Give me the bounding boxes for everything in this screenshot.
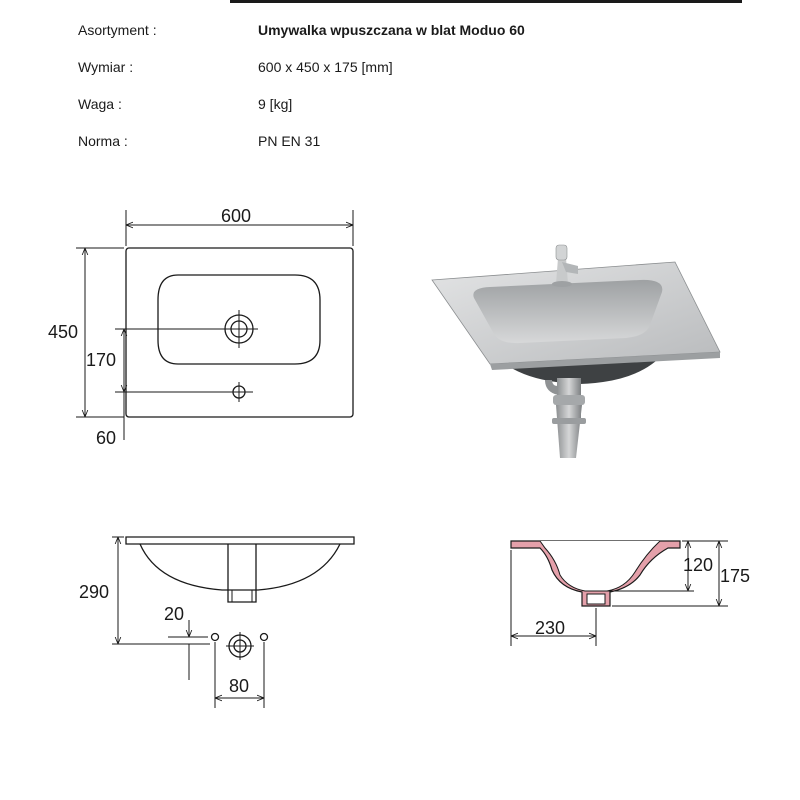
dim-label-width: 600: [221, 206, 252, 226]
dim-label-175: 175: [720, 566, 751, 586]
tap-hole-left: [212, 634, 219, 641]
spec-label: Asortyment :: [78, 22, 157, 38]
spec-value: Umywalka wpuszczana w blat Moduo 60: [258, 22, 525, 38]
spec-label: Waga :: [78, 96, 122, 112]
spec-value: 9 [kg]: [258, 96, 293, 112]
top-view: [76, 210, 353, 440]
spec-value: 600 x 450 x 175 [mm]: [258, 59, 393, 75]
spec-label: Wymiar :: [78, 59, 134, 75]
dim-label-170: 170: [86, 350, 117, 370]
dim-label-230: 230: [535, 618, 566, 638]
dim-label-290: 290: [79, 582, 110, 602]
dim-label-80: 80: [229, 676, 250, 696]
dim-label-depth: 450: [48, 322, 79, 342]
tap-hole-right: [261, 634, 268, 641]
basin-render: [432, 245, 720, 458]
dim-label-60: 60: [96, 428, 117, 448]
spec-value: PN EN 31: [258, 133, 321, 149]
dim-label-120: 120: [683, 555, 714, 575]
front-slab: [126, 537, 354, 544]
dim-label-20: 20: [164, 604, 185, 624]
front-bowl: [140, 544, 340, 590]
spec-label: Norma :: [78, 133, 128, 149]
